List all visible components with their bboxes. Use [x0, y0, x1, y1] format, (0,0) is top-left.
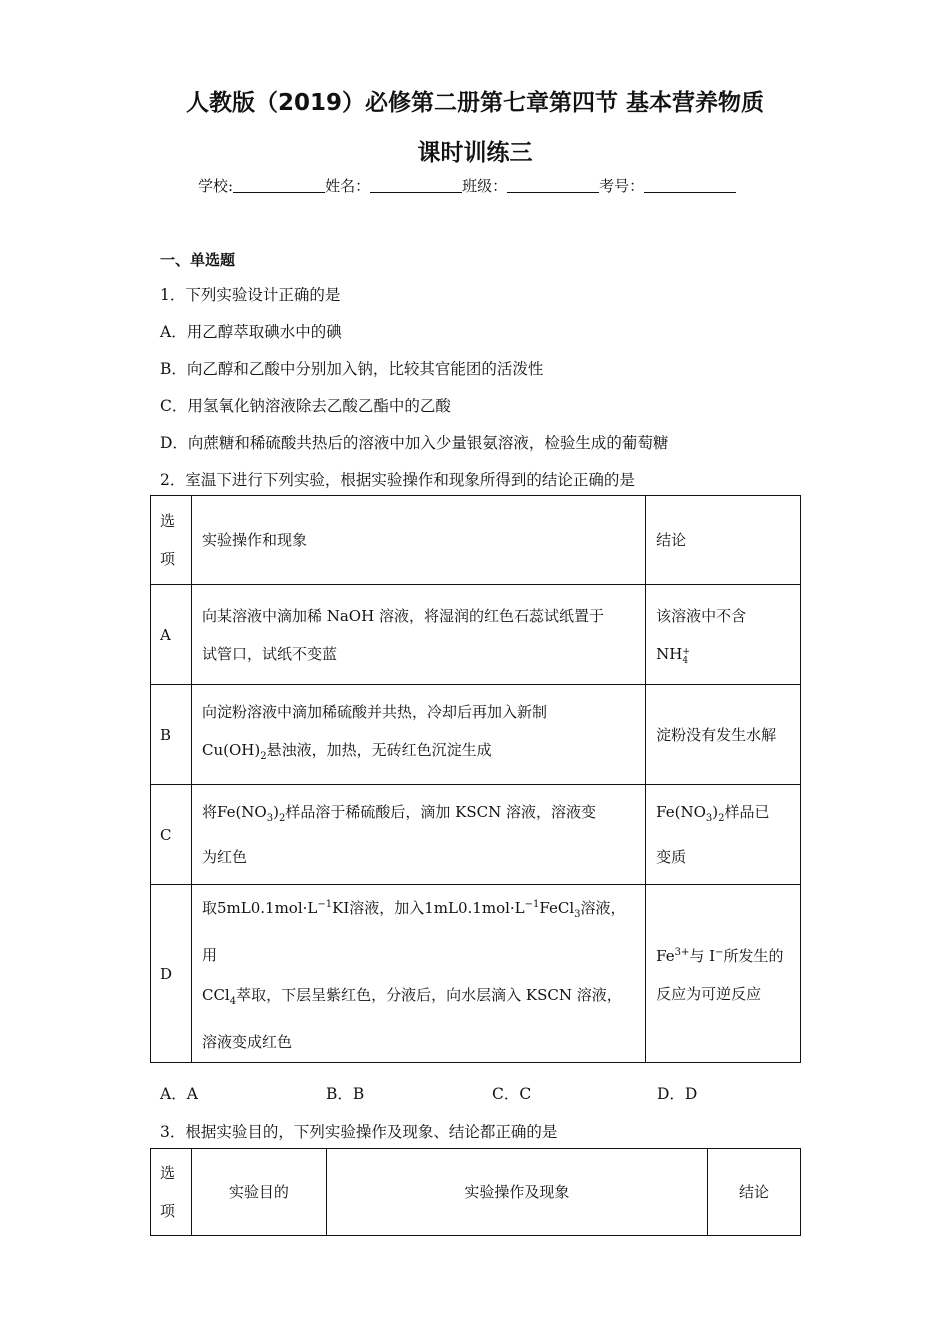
q2-option-c: C．C [492, 1085, 532, 1103]
q2-row-c [151, 785, 801, 885]
q2-option-d: D．D [657, 1085, 698, 1103]
row-id: B [151, 685, 192, 785]
q1-stem: 1．下列实验设计正确的是 [160, 286, 341, 304]
row-operation: 向淀粉溶液中滴加稀硫酸并共热，冷却后再加入新制 $Cu(OH)_2$悬浊液，加热，无砖红色沉淀生成 [191, 685, 645, 785]
q2-row-d [151, 885, 801, 1063]
row-conclusion: $Fe(NO_3)_2$样品已 变质 [646, 785, 801, 885]
row-conclusion: $Fe^{3+}$与 I−所发生的 反应为可逆反应 [646, 885, 801, 1063]
student-info-line [198, 175, 736, 196]
q3-header-purpose: 实验目的 [191, 1149, 326, 1236]
row-conclusion: 淀粉没有发生水解 [646, 685, 801, 785]
school-label: 学校: [198, 177, 234, 195]
q3-header-row [151, 1149, 801, 1236]
q2-stem: 2．室温下进行下列实验，根据实验操作和现象所得到的结论正确的是 [160, 471, 635, 489]
q2-option-a: A．A [160, 1085, 198, 1103]
row-id: D [151, 885, 192, 1063]
q1-option-a: A．用乙醇萃取碘水中的碘 [160, 323, 342, 341]
q2-row-a [151, 585, 801, 685]
row-operation: 取$5mL0.1mol\cdot L^{-1}KI$溶液，加入$1mL0.1mol\cdot L^{-1}FeCl_3$溶液，用 CCl$_4$萃取，下层呈紫红色，分液后，向水层滴入 KSCN 溶液， 溶液变成红色 [191, 885, 645, 1063]
q2-option-b: B．B [326, 1085, 365, 1103]
q1-option-c: C．用氢氧化钠溶液除去乙酸乙酯中的乙酸 [160, 397, 451, 415]
document-subtitle: 课时训练三 [417, 140, 533, 166]
q3-header-conclusion: 结论 [708, 1149, 801, 1236]
row-id: A [151, 585, 192, 685]
q3-header-operation: 实验操作及现象 [326, 1149, 707, 1236]
document-title: 人教版（2019）必修第二册第七章第四节 基本营养物质 [185, 90, 765, 116]
q2-table [150, 495, 801, 1063]
name-field[interactable] [370, 177, 462, 193]
row-conclusion: 该溶液中不含 NH+ 4 [646, 585, 801, 685]
q3-stem: 3．根据实验目的，下列实验操作及现象、结论都正确的是 [160, 1123, 558, 1141]
row-operation: 向某溶液中滴加稀 NaOH 溶液，将湿润的红色石蕊试纸置于 试管口，试纸不变蓝 [191, 585, 645, 685]
class-field[interactable] [507, 177, 599, 193]
name-label: 姓名： [325, 177, 371, 195]
q3-table [150, 1148, 801, 1236]
row-id: C [151, 785, 192, 885]
class-label: 班级： [462, 177, 508, 195]
q3-header-option: 选 项 [151, 1149, 192, 1236]
q1-option-d: D．向蔗糖和稀硫酸共热后的溶液中加入少量银氨溶液，检验生成的葡萄糖 [160, 434, 669, 452]
school-field[interactable] [233, 177, 325, 193]
number-field[interactable] [644, 177, 736, 193]
q2-row-b [151, 685, 801, 785]
row-operation: 将$Fe(NO_3)_2$样品溶于稀硫酸后，滴加 KSCN 溶液，溶液变 为红色 [191, 785, 645, 885]
q2-header-operation: 实验操作和现象 [191, 496, 645, 585]
q2-header-row [151, 496, 801, 585]
q2-header-conclusion: 结论 [646, 496, 801, 585]
q1-option-b: B．向乙醇和乙酸中分别加入钠，比较其官能团的活泼性 [160, 360, 544, 378]
number-label: 考号： [599, 177, 645, 195]
section-heading: 一、单选题 [160, 251, 236, 269]
q2-header-option: 选 项 [151, 496, 192, 585]
